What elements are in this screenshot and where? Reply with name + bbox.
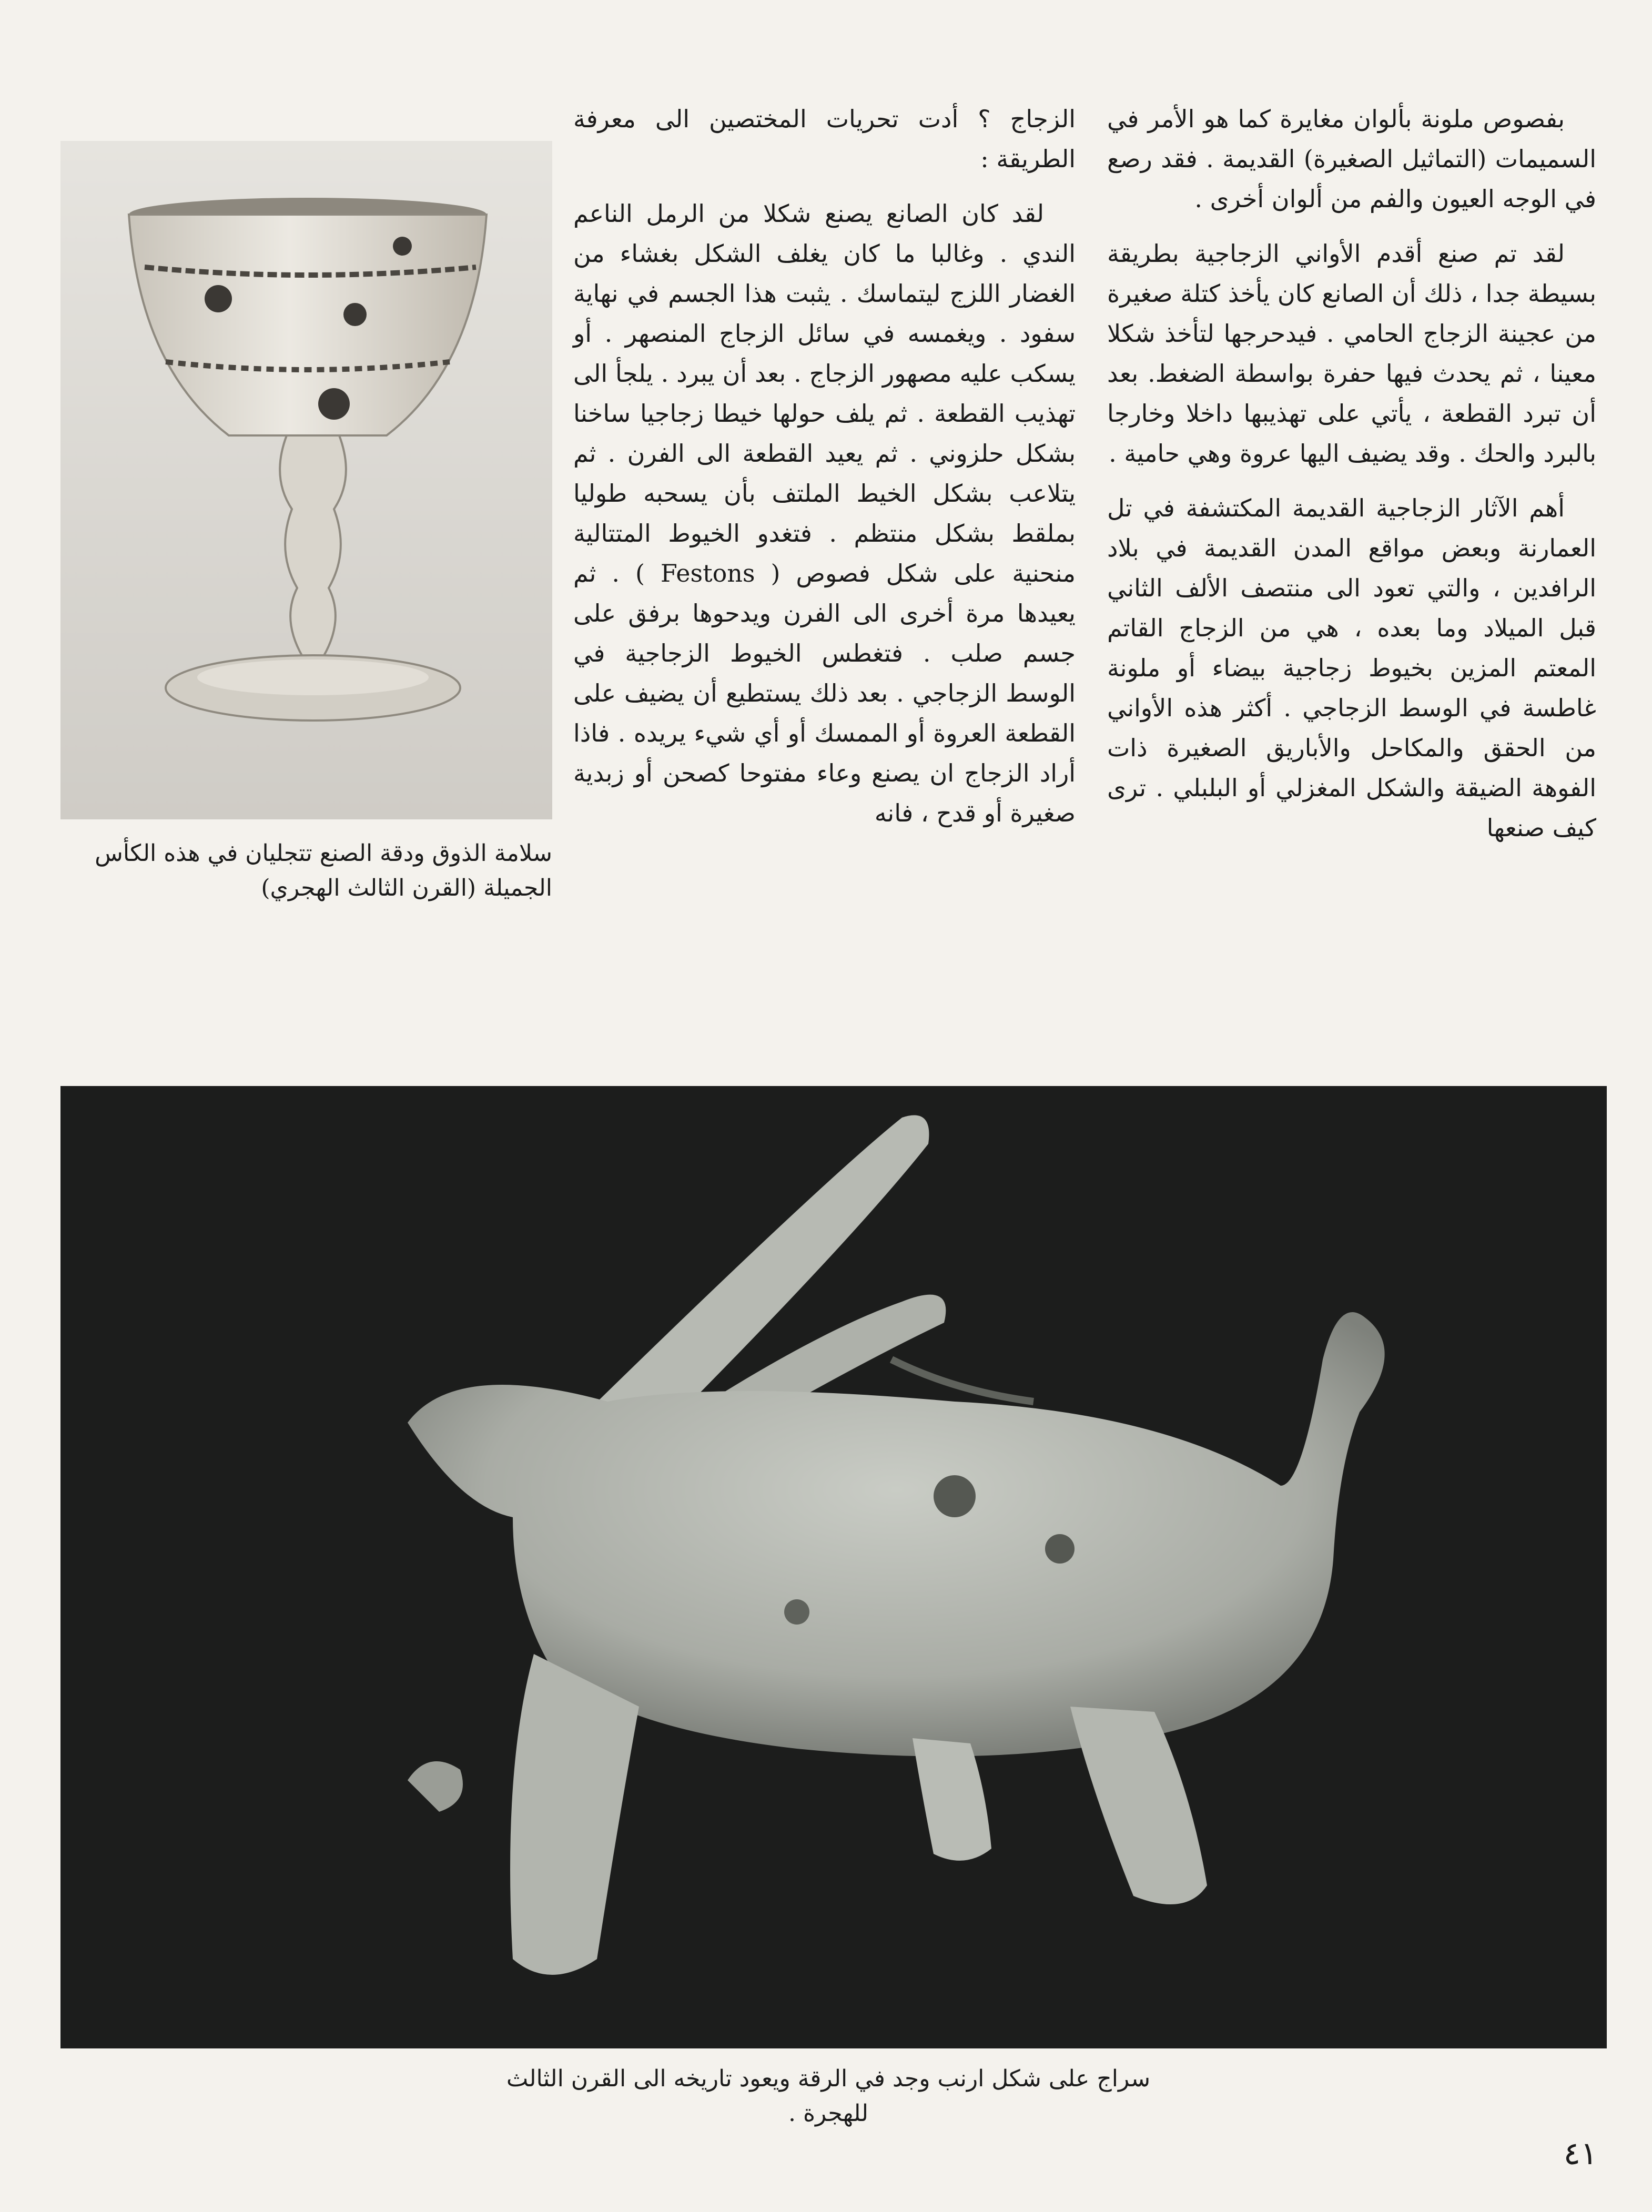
paragraph: لقد تم صنع أقدم الأواني الزجاجية بطريقة بسيطة جدا ، ذلك أن الصانع كان يأخذ كتلة صغيرة من عجينة الزجاج الحامي . فيدحرجها لتأخذ شكلا معينا ، ثم يحدث فيها حفرة بواسطة الضغط. بعد أن تبرد القطعة ، يأتي على تهذيبها داخلا وخارجا بالبرد والحك . وقد يضيف اليها عروة وهي حامية . xyxy=(1107,239,1596,468)
paragraph: لقد كان الصانع يصنع شكلا من الرمل الناعم الندي . وغالبا ما كان يغلف الشكل بغشاء من الغضار اللزج ليتماسك . يثبت هذا الجسم في نهاية سفود . ويغمسه في سائل الزجاج المنصهر . أو يسكب عليه مصهور الزجاج . بعد أن يبرد . يلجأ الى تهذيب القطعة . ثم يلف حولها خيطا زجاجيا ساخنا بشكل حلزوني . ثم يعيد القطعة الى الفرن . ثم يتلاعب بشكل الخيط الملتف بأن يسحبه طوليا بملقط بشكل منتظم . فتغدو الخيوط المتتالية منحنية على شكل فصوص ( Festons ) . ثم يعيدها مرة أخرى الى الفرن ويدحوها برفق على جسم صلب . فتغطس الخيوط الزجاجية في الوسط الزجاجي . بعد ذلك يستطيع أن يضيف على القطعة العروة أو الممسك أو أي شيء يريده . فاذا أراد الزجاج ان يصنع وعاء مفتوحا كصحن أو زبدية صغيرة أو قدح ، فانه xyxy=(573,199,1076,827)
rabbit-lamp-caption: سراج على شكل ارنب وجد في الرقة ويعود تاريخه الى القرن الثالث للهجرة . xyxy=(506,2065,1151,2127)
paragraph: أهم الآثار الزجاجية القديمة المكتشفة في تل العمارنة وبعض مواقع المدن القديمة في بلاد الرافدين ، والتي تعود الى منتصف الألف الثاني قبل الميلاد وما بعده ، هي من الزجاج القاتم المعتم المزين بخيوط زجاجية بيضاء أو ملونة غاطسة في الوسط الزجاجي . أكثر هذه الأواني من الحقق والمكاحل والأباريق الصغيرة ذات الفوهة الضيقة والشكل المغزلي أو البلبلي . ترى كيف صنعها xyxy=(1107,494,1596,842)
article-column-middle xyxy=(573,99,1076,848)
article-column-right xyxy=(1107,99,1596,863)
rabbit-lamp-photo xyxy=(60,1086,1607,2048)
goblet-photo xyxy=(60,141,552,819)
goblet-caption: سلامة الذوق ودقة الصنع تتجليان في هذه الكأس الجميلة (القرن الثالث الهجري) xyxy=(95,840,552,901)
paragraph: بفصوص ملونة بألوان مغايرة كما هو الأمر في السميمات (التماثيل الصغيرة) القديمة . فقد رصع في الوجه العيون والفم من ألوان أخرى . xyxy=(1107,105,1596,213)
paragraph: الزجاج ؟ أدت تحريات المختصين الى معرفة الطريقة : xyxy=(573,105,1076,173)
page-number: ٤١ xyxy=(1563,2135,1598,2172)
